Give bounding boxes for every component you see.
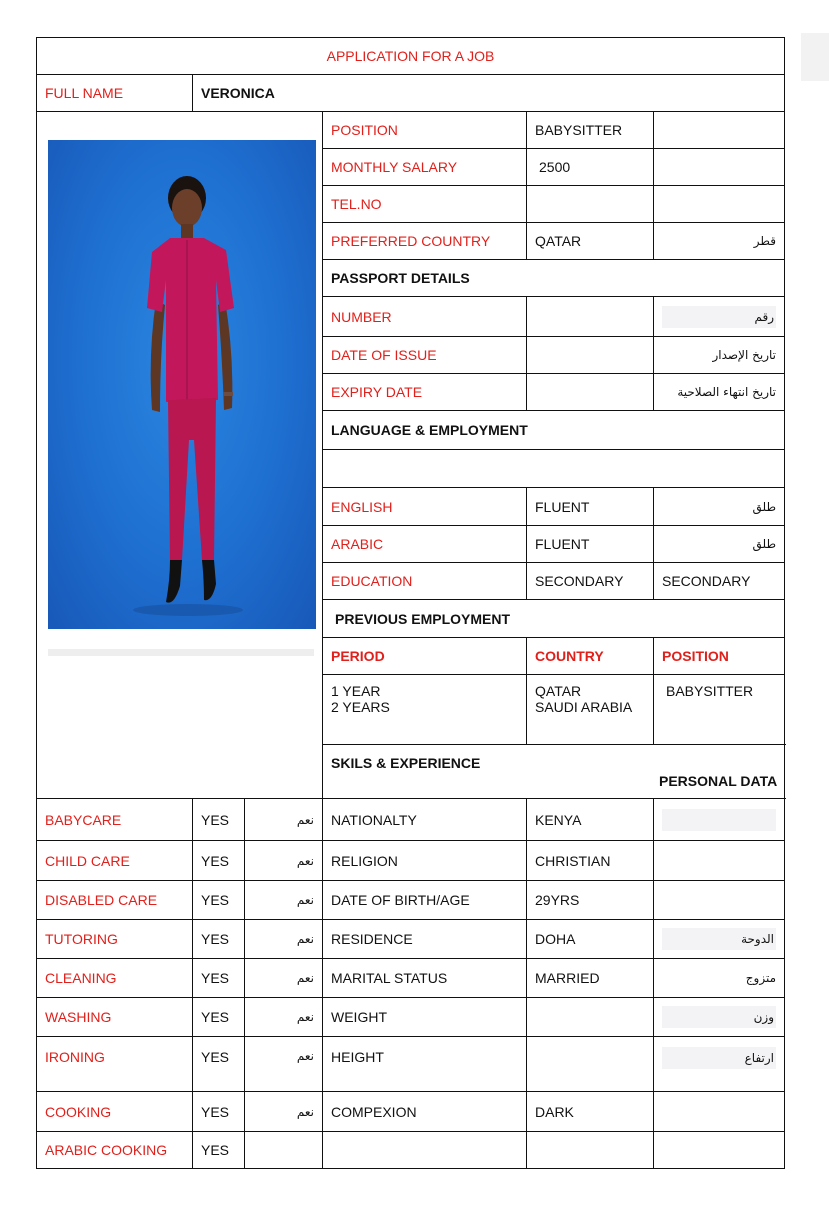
personal-label: WEIGHT [323, 998, 527, 1037]
applicant-photo [48, 140, 316, 629]
skill-value: YES [193, 1037, 245, 1092]
full-name-value: VERONICA [193, 75, 785, 112]
language-heading: LANGUAGE & EMPLOYMENT [323, 411, 785, 450]
personal-value-empty [527, 1132, 654, 1169]
period-2: 2 YEARS [331, 699, 390, 715]
passport-heading: PASSPORT DETAILS [323, 260, 785, 297]
salary-extra [654, 149, 785, 186]
previous-periods [323, 675, 527, 745]
personal-arabic-text [662, 809, 776, 831]
tel-label: TEL.NO [323, 186, 527, 223]
expiry-date-arabic: تاريخ انتهاء الصلاحية [654, 374, 785, 411]
skill-value: YES [193, 1092, 245, 1132]
passport-number-arabic-text: رقم [662, 306, 776, 328]
previous-employment-heading: PREVIOUS EMPLOYMENT [323, 600, 785, 638]
arabic-value: FLUENT [527, 526, 654, 563]
skill-arabic: نعم [245, 799, 323, 841]
position-extra [654, 112, 785, 149]
education-value: SECONDARY [527, 563, 654, 600]
skill-arabic: نعم [245, 1092, 323, 1132]
tel-value [527, 186, 654, 223]
personal-arabic-empty [654, 1132, 785, 1169]
country-header: COUNTRY [527, 638, 654, 675]
skill-value: YES [193, 920, 245, 959]
form-title: APPLICATION FOR A JOB [37, 38, 785, 75]
personal-label: HEIGHT [323, 1037, 527, 1092]
personal-value [527, 998, 654, 1037]
period-header: PERIOD [323, 638, 527, 675]
skill-value: YES [193, 998, 245, 1037]
personal-value: KENYA [527, 799, 654, 841]
skill-arabic: نعم [245, 998, 323, 1037]
education-extra: SECONDARY [654, 563, 785, 600]
passport-number-value [527, 297, 654, 337]
skill-value: YES [193, 1132, 245, 1169]
personal-value: CHRISTIAN [527, 841, 654, 881]
personal-value [527, 1037, 654, 1092]
language-blank-row [323, 450, 785, 488]
personal-label: DATE OF BIRTH/AGE [323, 881, 527, 920]
country-2: SAUDI ARABIA [535, 699, 633, 715]
skills-heading: SKILS & EXPERIENCE [331, 755, 481, 771]
skill-label: IRONING [37, 1037, 193, 1092]
personal-arabic-text: الدوحة [662, 928, 776, 950]
photo-cell [37, 112, 323, 799]
personal-arabic [654, 920, 785, 959]
personal-label: RELIGION [323, 841, 527, 881]
personal-arabic [654, 998, 785, 1037]
skill-label: TUTORING [37, 920, 193, 959]
skill-label: CHILD CARE [37, 841, 193, 881]
english-arabic: طلق [654, 488, 785, 526]
date-of-issue-label: DATE OF ISSUE [323, 337, 527, 374]
personal-label: RESIDENCE [323, 920, 527, 959]
preferred-country-arabic: قطر [654, 223, 785, 260]
skill-arabic: نعم [245, 920, 323, 959]
expiry-date-value [527, 374, 654, 411]
skill-arabic [245, 1132, 323, 1169]
salary-value: 2500 [527, 149, 654, 186]
personal-arabic [654, 1092, 785, 1132]
skill-label: COOKING [37, 1092, 193, 1132]
country-1: QATAR [535, 683, 582, 699]
passport-number-arabic [654, 297, 785, 337]
position-label: POSITION [323, 112, 527, 149]
personal-heading: PERSONAL DATA [659, 773, 778, 789]
position-value: BABYSITTER [527, 112, 654, 149]
period-1: 1 YEAR [331, 683, 381, 699]
personal-arabic-text: ارتفاع [662, 1047, 776, 1069]
previous-countries [527, 675, 654, 745]
date-of-issue-value [527, 337, 654, 374]
preferred-country-value: QATAR [527, 223, 654, 260]
skill-arabic: نعم [245, 959, 323, 998]
previous-position: BABYSITTER [654, 675, 785, 745]
personal-value: MARRIED [527, 959, 654, 998]
job-application-form [36, 37, 785, 1169]
personal-value: DOHA [527, 920, 654, 959]
skill-value: YES [193, 959, 245, 998]
arabic-arabic: طلق [654, 526, 785, 563]
personal-label: NATIONALTY [323, 799, 527, 841]
english-value: FLUENT [527, 488, 654, 526]
skill-label: ARABIC COOKING [37, 1132, 193, 1169]
personal-arabic [654, 1037, 785, 1092]
education-label: EDUCATION [323, 563, 527, 600]
personal-label: COMPEXION [323, 1092, 527, 1132]
personal-arabic: متزوج [654, 959, 785, 998]
position-header: POSITION [654, 638, 785, 675]
side-tab [801, 33, 829, 81]
skills-personal-header [323, 745, 785, 799]
personal-arabic-text: وزن [662, 1006, 776, 1028]
personal-label-empty [323, 1132, 527, 1169]
skill-value: YES [193, 881, 245, 920]
personal-value: DARK [527, 1092, 654, 1132]
skill-label: CLEANING [37, 959, 193, 998]
skill-arabic: نعم [245, 1037, 323, 1092]
skill-value: YES [193, 841, 245, 881]
arabic-label: ARABIC [323, 526, 527, 563]
personal-label: MARITAL STATUS [323, 959, 527, 998]
personal-arabic [654, 841, 785, 881]
skill-arabic: نعم [245, 881, 323, 920]
skill-label: BABYCARE [37, 799, 193, 841]
photo-caption-bar [48, 649, 314, 656]
skill-value: YES [193, 799, 245, 841]
full-name-label: FULL NAME [37, 75, 193, 112]
date-of-issue-arabic: تاريخ الإصدار [654, 337, 785, 374]
skill-label: WASHING [37, 998, 193, 1037]
personal-value: 29YRS [527, 881, 654, 920]
passport-number-label: NUMBER [323, 297, 527, 337]
salary-label: MONTHLY SALARY [323, 149, 527, 186]
skill-arabic: نعم [245, 841, 323, 881]
tel-extra [654, 186, 785, 223]
personal-arabic [654, 881, 785, 920]
preferred-country-label: PREFERRED COUNTRY [323, 223, 527, 260]
english-label: ENGLISH [323, 488, 527, 526]
skill-label: DISABLED CARE [37, 881, 193, 920]
personal-arabic [654, 799, 785, 841]
expiry-date-label: EXPIRY DATE [323, 374, 527, 411]
